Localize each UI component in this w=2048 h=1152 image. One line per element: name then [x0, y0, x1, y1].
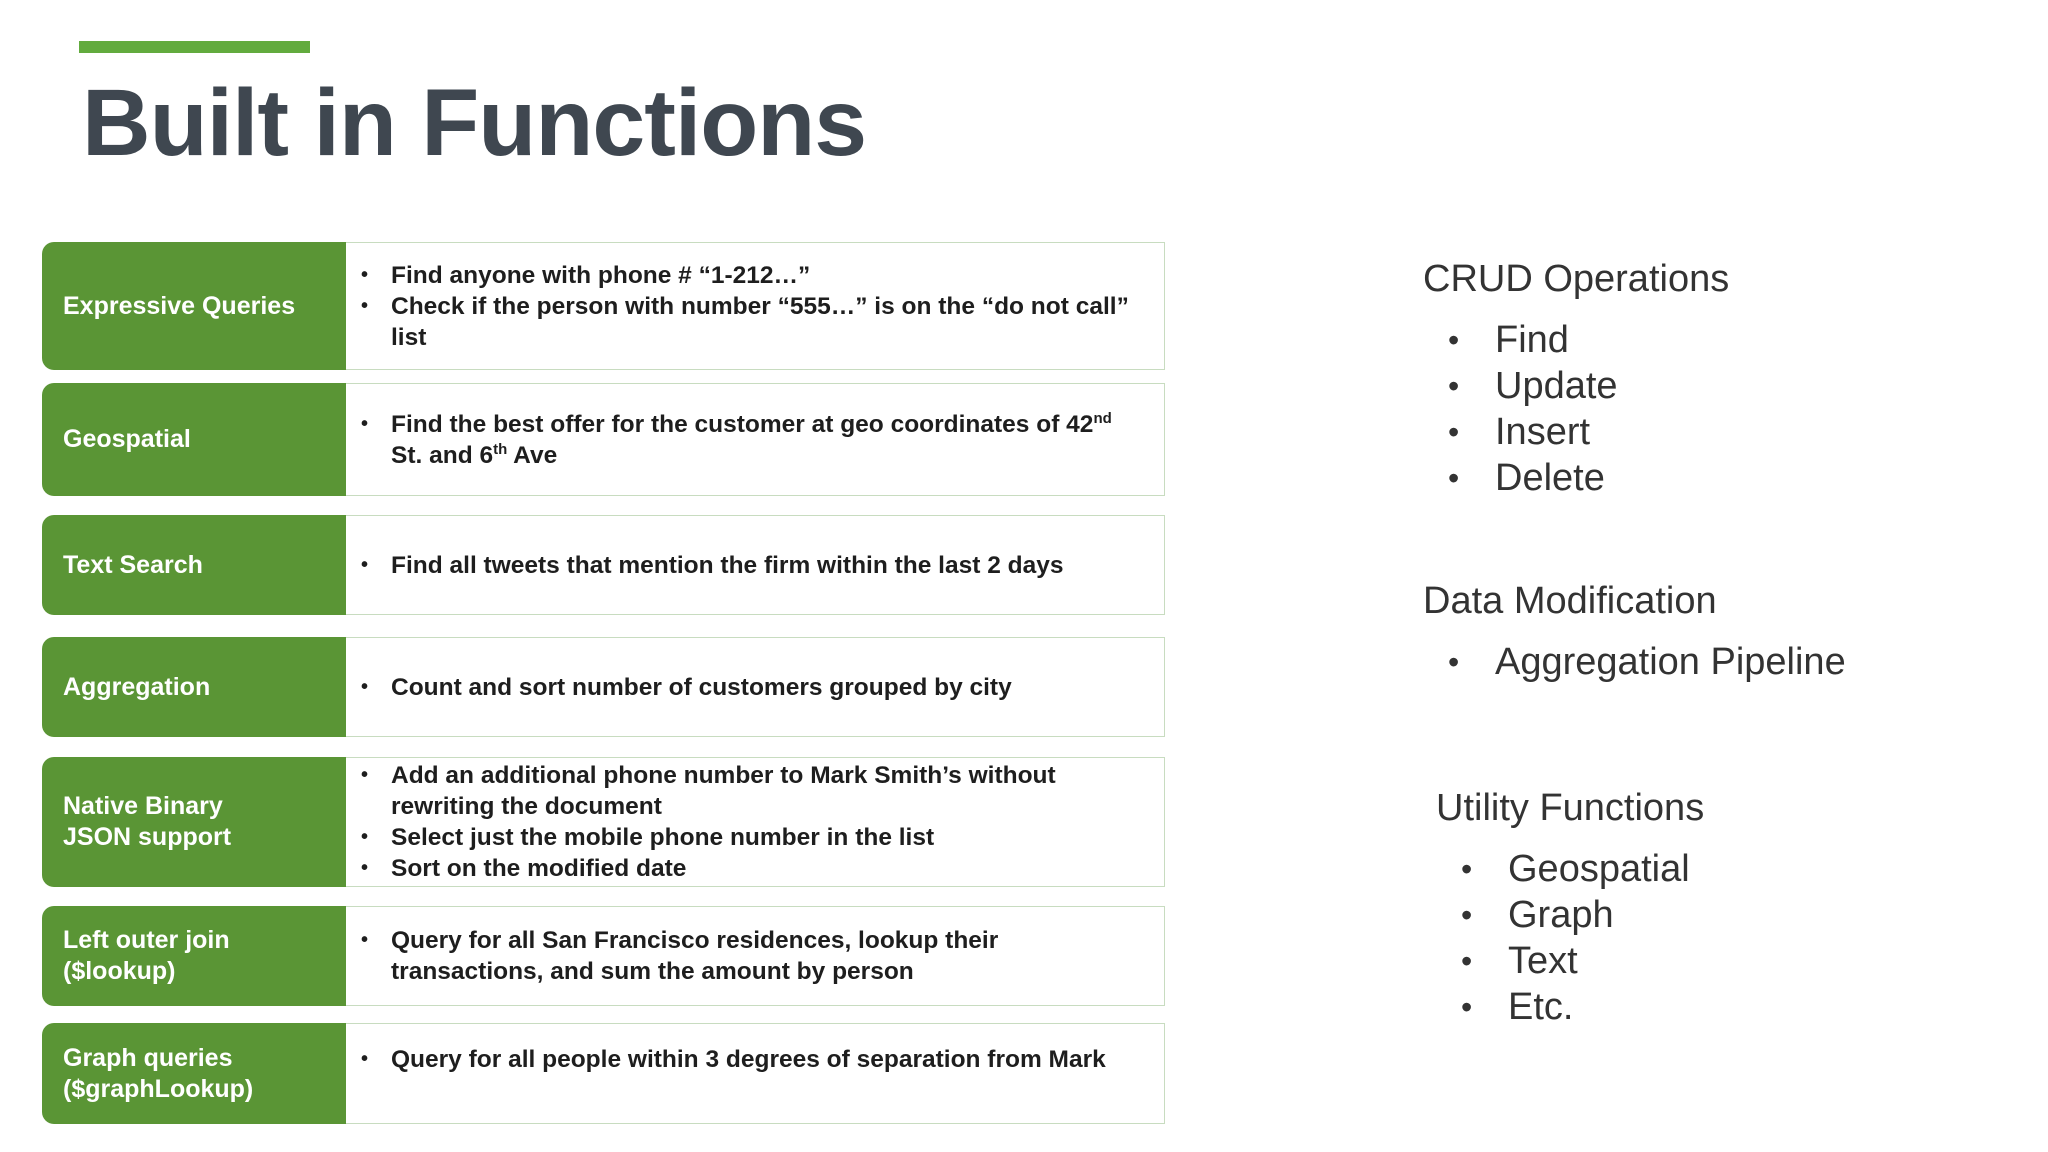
- list-item: • Query for all people within 3 degrees of separation from Mark: [346, 1044, 1106, 1075]
- list-item: • Update: [1423, 363, 1729, 409]
- row-body: [346, 637, 1165, 737]
- bullet-list: [346, 925, 1164, 987]
- list-item: • Check if the person with number “555…” is on the “do not call” list: [346, 291, 1148, 353]
- list-item: • Find anyone with phone # “1-212…”: [346, 260, 1148, 291]
- section-heading: Data Modification: [1423, 580, 1717, 622]
- page-title: Built in Functions: [82, 70, 867, 176]
- item-text: Find the best offer for the customer at geo coordinates of 42: [391, 410, 1094, 438]
- row-label-text: Native Binary JSON support: [63, 792, 232, 851]
- superscript: nd: [1093, 409, 1112, 427]
- bullet-list: [346, 550, 1079, 581]
- row-label-text: Graph queries ($graphLookup): [63, 1043, 254, 1103]
- list-item: • Query for all San Francisco residences, lookup their transactions, and sum the amount by person: [346, 925, 1148, 987]
- list-item: • Etc.: [1436, 984, 1704, 1030]
- list-item: • Text: [1436, 938, 1704, 984]
- list-item: • Find: [1423, 317, 1729, 363]
- superscript: th: [493, 440, 508, 458]
- row-geospatial: [42, 383, 1165, 496]
- row-label: [42, 242, 346, 370]
- row-body: [346, 242, 1165, 370]
- list-item: • Insert: [1423, 409, 1729, 455]
- row-left-outer-join: [42, 906, 1165, 1006]
- row-label: [42, 383, 346, 496]
- title-accent-bar: [79, 41, 310, 53]
- row-label: [42, 906, 346, 1006]
- list-item: • Geospatial: [1436, 846, 1704, 892]
- row-label-text: Left outer join ($lookup): [63, 926, 230, 985]
- section-list: [1423, 317, 1729, 501]
- item-text: St. and 6: [391, 441, 494, 469]
- section-heading: CRUD Operations: [1423, 258, 1730, 300]
- bullet-list: [346, 409, 1164, 471]
- row-graph-queries: [42, 1023, 1165, 1124]
- list-item: • Delete: [1423, 455, 1729, 501]
- bullet-list: [346, 260, 1164, 353]
- row-label: [42, 637, 346, 737]
- row-label: [42, 515, 346, 615]
- section-heading: Utility Functions: [1436, 787, 1705, 829]
- row-body: [346, 757, 1165, 887]
- list-item: • Graph: [1436, 892, 1704, 938]
- row-label-text: Expressive Queries: [63, 291, 296, 320]
- row-body: [346, 906, 1165, 1006]
- row-native-binary-json: [42, 757, 1165, 887]
- row-expressive-queries: [42, 242, 1165, 370]
- list-item: [346, 409, 1148, 471]
- list-item: • Count and sort number of customers grouped by city: [346, 672, 1012, 703]
- bullet-list: [346, 672, 1028, 703]
- row-body: [346, 515, 1165, 615]
- row-label-text: Text Search: [63, 550, 203, 579]
- data-modification-section: [1423, 580, 1846, 685]
- list-item: • Add an additional phone number to Mark Smith’s without rewriting the document: [346, 760, 1148, 822]
- utility-functions-section: [1436, 787, 1704, 1030]
- row-body: [346, 383, 1165, 496]
- list-item: • Find all tweets that mention the firm within the last 2 days: [346, 550, 1063, 581]
- row-label-text: Aggregation: [63, 672, 211, 701]
- list-item: • Sort on the modified date: [346, 853, 1148, 884]
- list-item: • Aggregation Pipeline: [1423, 639, 1846, 685]
- row-aggregation: [42, 637, 1165, 737]
- list-item: • Select just the mobile phone number in the list: [346, 822, 1148, 853]
- section-list: [1423, 639, 1846, 685]
- item-text: Ave: [507, 441, 558, 469]
- bullet-list: [346, 1044, 1122, 1075]
- row-label: [42, 757, 346, 887]
- bullet-list: [346, 760, 1164, 884]
- crud-operations-section: [1423, 258, 1729, 501]
- row-text-search: [42, 515, 1165, 615]
- row-body: [346, 1023, 1165, 1124]
- section-list: [1436, 846, 1704, 1030]
- row-label-text: Geospatial: [63, 425, 191, 453]
- row-label: [42, 1023, 346, 1124]
